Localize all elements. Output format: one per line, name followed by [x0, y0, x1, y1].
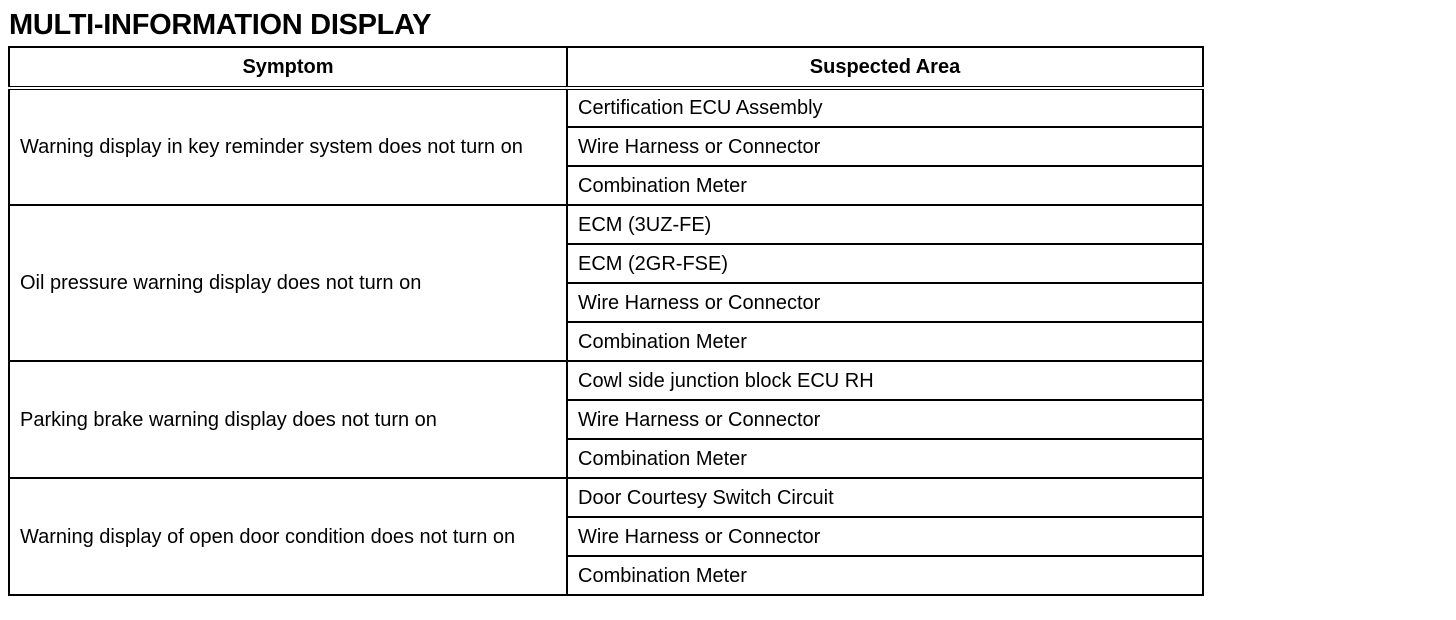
suspected-area-cell: Combination Meter [567, 166, 1203, 205]
suspected-area-cell: Certification ECU Assembly [567, 88, 1203, 127]
suspected-area-cell: Combination Meter [567, 556, 1203, 595]
table-body [9, 88, 1203, 595]
symptom-cell: Oil pressure warning display does not turn on [9, 205, 567, 361]
header-row [9, 47, 1203, 88]
suspected-area-cell: ECM (3UZ-FE) [567, 205, 1203, 244]
suspected-area-cell: Wire Harness or Connector [567, 517, 1203, 556]
table-row [9, 88, 1203, 127]
suspected-area-cell: Wire Harness or Connector [567, 283, 1203, 322]
suspected-area-cell: Wire Harness or Connector [567, 127, 1203, 166]
suspected-area-cell: Cowl side junction block ECU RH [567, 361, 1203, 400]
suspected-area-cell: Door Courtesy Switch Circuit [567, 478, 1203, 517]
table-row [9, 361, 1203, 400]
suspected-area-cell: ECM (2GR-FSE) [567, 244, 1203, 283]
symptom-cell: Parking brake warning display does not turn on [9, 361, 567, 478]
symptom-cell: Warning display of open door condition does not turn on [9, 478, 567, 595]
table-row [9, 478, 1203, 517]
symptom-table [8, 46, 1204, 596]
table-header [9, 47, 1203, 88]
suspected-area-cell: Wire Harness or Connector [567, 400, 1203, 439]
suspected-area-cell: Combination Meter [567, 439, 1203, 478]
suspected-area-cell: Combination Meter [567, 322, 1203, 361]
header-symptom: Symptom [9, 47, 567, 88]
table-row [9, 205, 1203, 244]
header-suspected-area: Suspected Area [567, 47, 1203, 88]
page-title: MULTI-INFORMATION DISPLAY [9, 9, 432, 41]
symptom-cell: Warning display in key reminder system does not turn on [9, 88, 567, 205]
